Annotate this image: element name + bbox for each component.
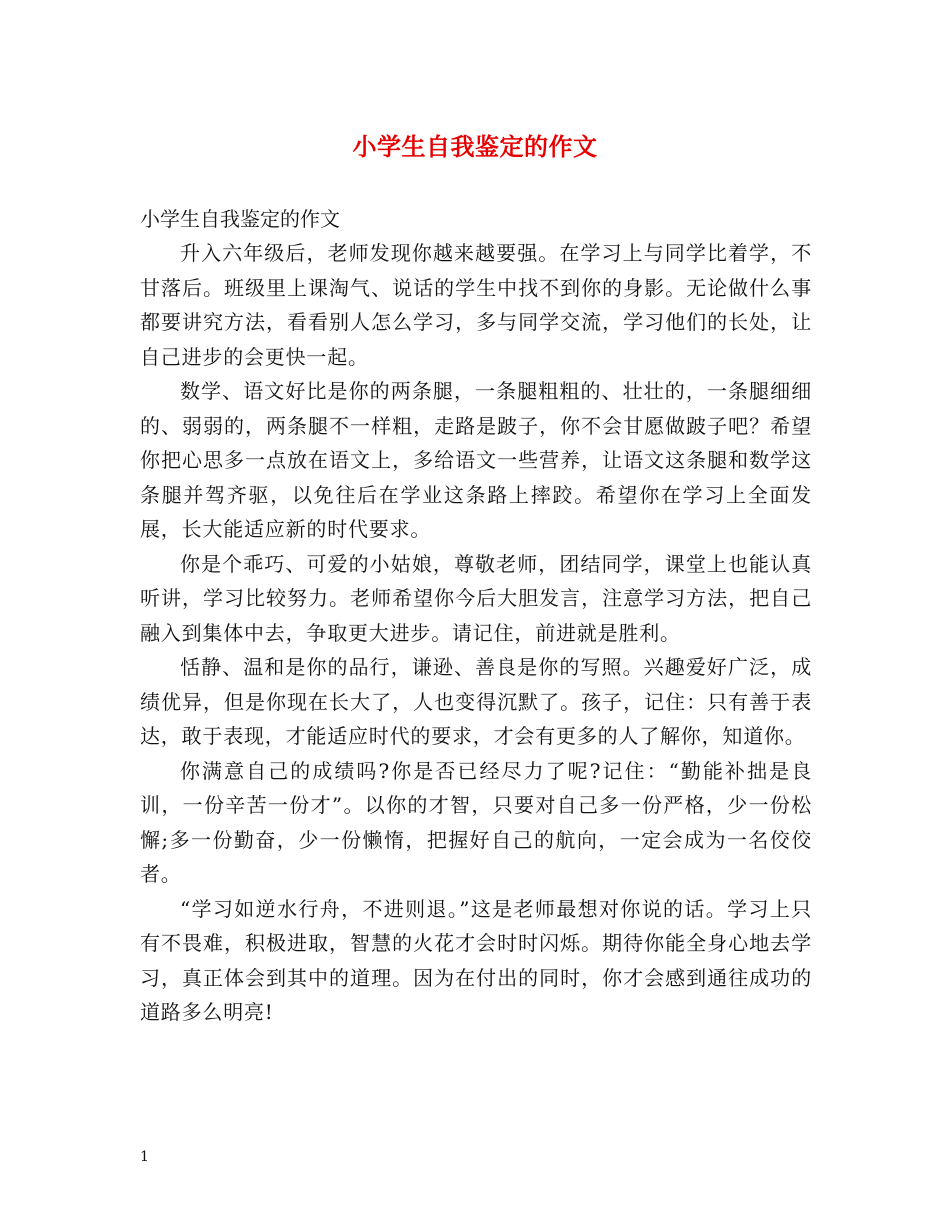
document-title: 小学生自我鉴定的作文 bbox=[352, 132, 598, 161]
document-body bbox=[140, 236, 812, 1030]
page-number: 1 bbox=[140, 1149, 149, 1165]
paragraph: 你满意自己的成绩吗?你是否已经尽力了呢?记住：“勤能补拙是良训，一份辛苦一份才”。以你的才智，只要对自己多一份严格，少一份松懈;多一份勤奋，少一份懒惰，把握好自己的航向，一定会成为一名佼佼者。 bbox=[140, 758, 812, 886]
paragraph: 恬静、温和是你的品行，谦逊、善良是你的写照。兴趣爱好广泛，成绩优异，但是你现在长大了，人也变得沉默了。孩子，记住：只有善于表达，敢于表现，才能适应时代的要求，才会有更多的人了解你，知道你。 bbox=[140, 655, 812, 748]
paragraph: 你是个乖巧、可爱的小姑娘，尊敬老师，团结同学，课堂上也能认真听讲，学习比较努力。老师希望你今后大胆发言，注意学习方法，把自己融入到集体中去，争取更大进步。请记住，前进就是胜利。 bbox=[140, 551, 812, 645]
paragraph: 升入六年级后，老师发现你越来越要强。在学习上与同学比着学，不甘落后。班级里上课淘气、说话的学生中找不到你的身影。无论做什么事都要讲究方法，看看别人怎么学习，多与同学交流，学习他们的长处，让自己进步的会更快一起。 bbox=[140, 241, 812, 369]
paragraph: 数学、语文好比是你的两条腿，一条腿粗粗的、壮壮的，一条腿细细的、弱弱的，两条腿不一样粗，走路是跛子，你不会甘愿做跛子吧？希望你把心思多一点放在语文上，多给语文一些营养，让语文这条腿和数学这条腿并驾齐驱，以免往后在学业这条路上摔跤。希望你在学习上全面发展，长大能适应新的时代要求。 bbox=[140, 379, 812, 541]
document-subtitle: 小学生自我鉴定的作文 bbox=[140, 207, 340, 231]
paragraph: “学习如逆水行舟，不进则退。”这是老师最想对你说的话。学习上只有不畏难，积极进取，智慧的火花才会时时闪烁。期待你能全身心地去学习，真正体会到其中的道理。因为在付出的同时，你才会感到通往成功的道路多么明亮! bbox=[140, 896, 812, 1024]
